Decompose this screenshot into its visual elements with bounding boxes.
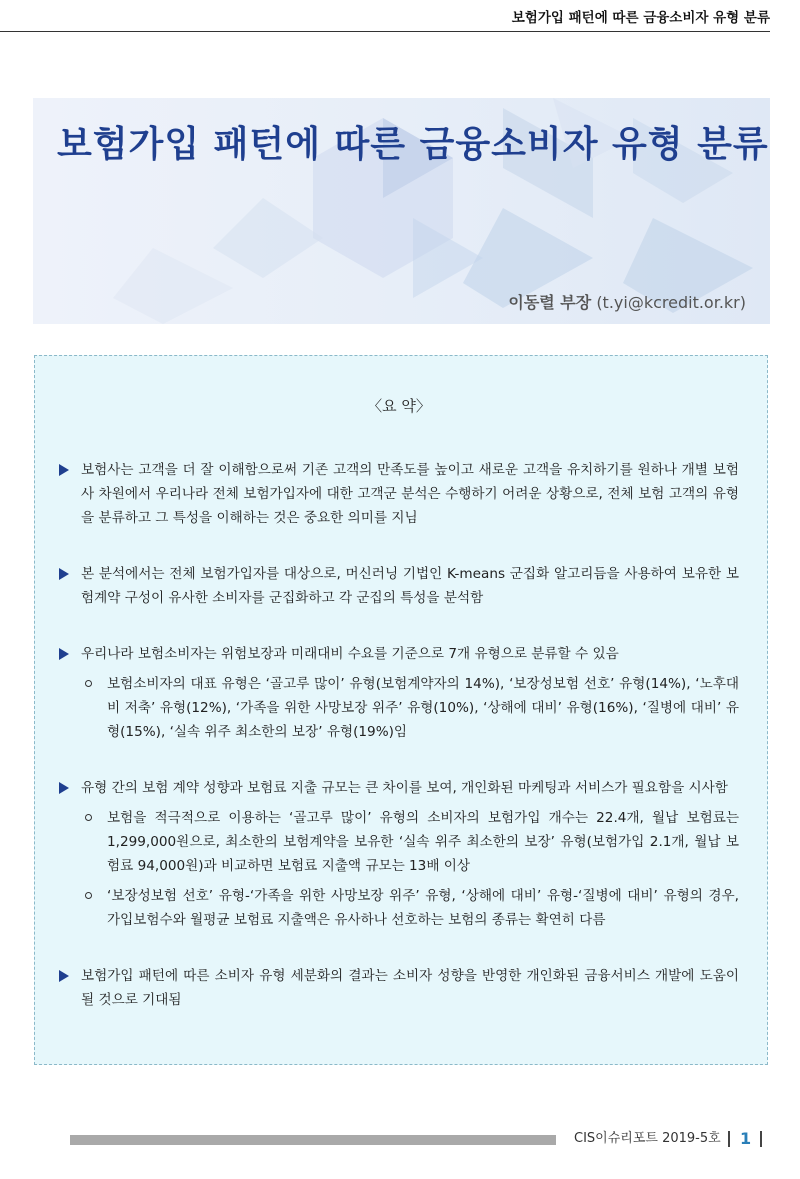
circle-bullet-icon (85, 680, 92, 687)
summary-bullet (59, 458, 739, 530)
triangle-bullet-icon (59, 970, 69, 982)
summary-bullet (59, 776, 739, 800)
summary-bullet (59, 642, 739, 666)
circle-bullet-icon (85, 892, 92, 899)
author-name: 이동렬 부장 (508, 293, 592, 312)
sub-item-text: ‘보장성보험 선호’ 유형-‘가족을 위한 사망보장 위주’ 유형, ‘상해에 대비’ 유형-‘질병에 대비’ 유형의 경우, 가입보험수와 월평균 보험료 지출액은 유사하나 선호하는 보험의 종류는 확연히 다름 (107, 888, 739, 928)
summary-box (34, 355, 768, 1065)
author-email: (t.yi@kcredit.or.kr) (596, 293, 746, 312)
summary-sub-item (59, 672, 739, 744)
triangle-bullet-icon (59, 648, 69, 660)
summary-bullet (59, 964, 739, 1012)
page-number: 1 (740, 1129, 752, 1148)
author-line (508, 290, 746, 313)
summary-sub-item (59, 806, 739, 878)
triangle-bullet-icon (59, 782, 69, 794)
page-footer (70, 1128, 770, 1150)
summary-sub-item (59, 884, 739, 932)
bullet-text: 보험사는 고객을 더 잘 이해함으로써 기존 고객의 만족도를 높이고 새로운 고객을 유치하기를 원하나 개별 보험사 차원에서 우리나라 전체 보험가입자에 대한 고객군 분석은 수행하기 어려운 상황으로, 전체 보험 고객의 유형을 분류하고 그 특성을 이해하는 것은 중요한 의미를 지님 (81, 462, 739, 526)
footer-divider (760, 1131, 762, 1147)
triangle-bullet-icon (59, 464, 69, 476)
footer-bar (70, 1135, 556, 1145)
bullet-text: 우리나라 보험소비자는 위험보장과 미래대비 수요를 기준으로 7개 유형으로 분류할 수 있음 (81, 646, 619, 662)
bullet-text: 본 분석에서는 전체 보험가입자를 대상으로, 머신러닝 기법인 K-means 군집화 알고리듬을 사용하여 보유한 보험계약 구성이 유사한 소비자를 군집화하고 각 군집의 특성을 분석함 (81, 566, 739, 606)
summary-bullet (59, 562, 739, 610)
footer-issue: CIS이슈리포트 2019-5호 (574, 1131, 721, 1146)
sub-item-text: 보험소비자의 대표 유형은 ‘골고루 많이’ 유형(보험계약자의 14%), ‘보장성보험 선호’ 유형(14%), ‘노후대비 저축’ 유형(12%), ‘가족을 위한 사망보장 위주’ 유형(10%), ‘상해에 대비’ 유형(16%), ‘질병에 대비’ 유형(15%), ‘실속 위주 최소한의 보장’ 유형(19%)임 (107, 676, 739, 740)
report-title: 보험가입 패턴에 따른 금융소비자 유형 분류 (57, 124, 769, 165)
triangle-bullet-icon (59, 568, 69, 580)
sub-item-text: 보험을 적극적으로 이용하는 ‘골고루 많이’ 유형의 소비자의 보험가입 개수는 22.4개, 월납 보험료는 1,299,000원으로, 최소한의 보험계약을 보유한 ‘실속 위주 최소한의 보장’ 유형(보험가입 2.1개, 월납 보험료 94,000원)과 비교하면 보험료 지출액 규모는 13배 이상 (107, 810, 739, 874)
footer-divider (728, 1131, 730, 1147)
bullet-text: 유형 간의 보험 계약 성향과 보험료 지출 규모는 큰 차이를 보여, 개인화된 마케팅과 서비스가 필요함을 시사함 (81, 780, 728, 796)
bullet-text: 보험가입 패턴에 따른 소비자 유형 세분화의 결과는 소비자 성향을 반영한 개인화된 금융서비스 개발에 도움이 될 것으로 기대됨 (81, 968, 739, 1008)
circle-bullet-icon (85, 814, 92, 821)
running-header (0, 6, 770, 32)
title-banner (33, 98, 770, 324)
summary-heading: 〈요 약〉 (367, 397, 431, 415)
running-header-title: 보험가입 패턴에 따른 금융소비자 유형 분류 (511, 10, 770, 26)
